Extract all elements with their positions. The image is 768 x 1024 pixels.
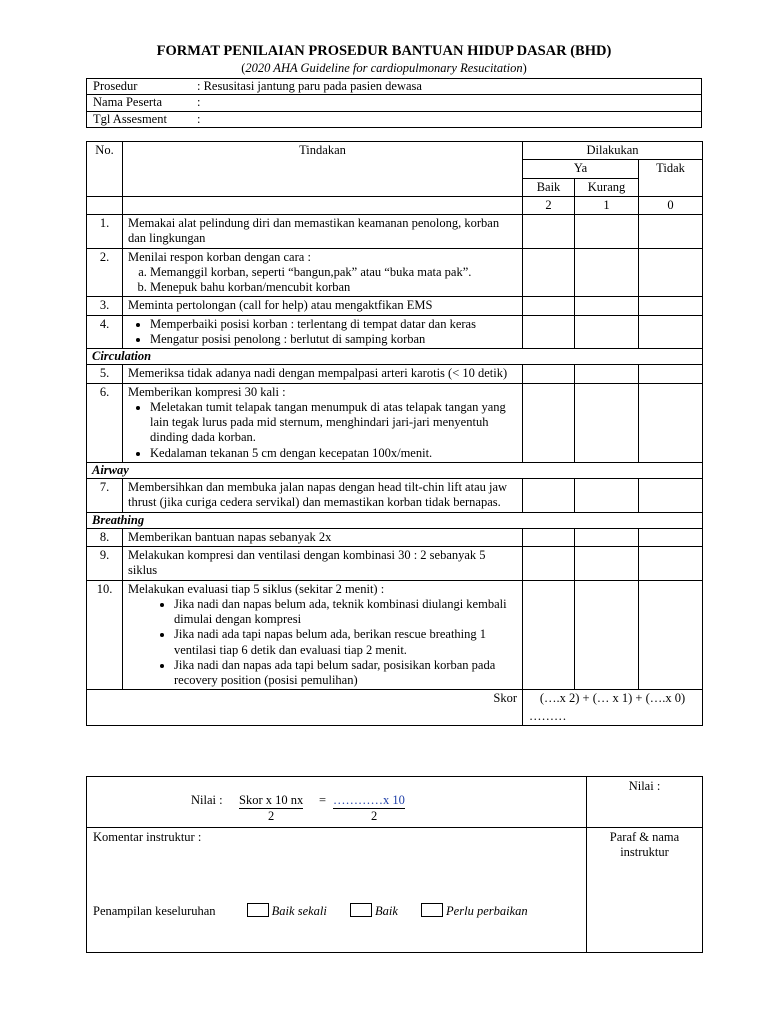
komentar-label: Komentar instruktur : (93, 830, 202, 844)
cell-kurang[interactable] (575, 248, 639, 297)
section-breathing: Breathing (87, 512, 703, 528)
list-item: a. Memanggil korban, seperti “bangun,pak” atau “buka mata pak”. (150, 265, 517, 280)
header-tidak: Tidak (639, 160, 703, 197)
list-item: • Jika nadi dan napas belum ada, teknik kombinasi diulangi kembali dimulai dengan kompresi (174, 597, 517, 628)
penampilan-row (93, 903, 580, 919)
cell-kurang[interactable] (575, 215, 639, 249)
cell-kurang[interactable] (575, 383, 639, 462)
nilai-formula: Nilai : Skor x 10 nx = …………x 10 2 2 (191, 793, 405, 823)
list-item: • Meletakan tumit telapak tangan menumpuk di atas telapak tangan yang lain tegak lurus pada mid sternum, menghindari jari-jari menyentuh dinding dada korban. (150, 400, 517, 446)
info-label: Tgl Assesment (93, 111, 167, 126)
checkbox-baik-sekali[interactable] (247, 903, 269, 917)
option-label: Baik (375, 904, 398, 919)
weight-kurang: 1 (575, 196, 639, 214)
info-row-tgl (87, 111, 702, 127)
checkbox-baik[interactable] (350, 903, 372, 917)
cell-kurang[interactable] (575, 580, 639, 690)
header-row (87, 142, 703, 160)
cell-baik[interactable] (523, 315, 575, 349)
table-row: 6. Memberikan kompresi 30 kali : • Meletakan tumit telapak tangan menumpuk di atas telapak tangan yang lain tegak lurus pada mid sternum, menghindari jari-jari menyentuh dinding dada korban. • Kedalaman tekanan 5 cm dengan kecepatan 100x/menit. (87, 383, 703, 462)
info-table (86, 78, 702, 128)
list-item: • Jika nadi dan napas ada tapi belum sadar, posisikan korban pada recovery position (posisi pemulihan) (174, 658, 517, 689)
cell-kurang[interactable] (575, 479, 639, 513)
table-row: 8. Memberikan bantuan napas sebanyak 2x (87, 528, 703, 546)
cell-baik[interactable] (523, 547, 575, 581)
cell-kurang[interactable] (575, 315, 639, 349)
formula-denominator-fill: 2 (371, 809, 378, 823)
cell-baik[interactable] (523, 215, 575, 249)
cell-tidak[interactable] (639, 479, 703, 513)
header-kurang: Kurang (575, 178, 639, 196)
komentar-row (87, 828, 703, 953)
cell-baik[interactable] (523, 580, 575, 690)
formula-numerator: Skor x 10 nx (239, 793, 303, 809)
action-text: Memberikan bantuan napas sebanyak 2x (123, 528, 523, 546)
cell-tidak[interactable] (639, 315, 703, 349)
cell-kurang[interactable] (575, 365, 639, 383)
formula-numerator-fill[interactable]: …………x 10 (333, 793, 405, 809)
info-label: Nama Peserta (93, 95, 163, 110)
list-item: • Kedalaman tekanan 5 cm dengan kecepatan 100x/menit. (150, 446, 517, 461)
list-item: • Jika nadi ada tapi napas belum ada, berikan rescue breathing 1 ventilasi tiap 6 detik dan evaluasi tiap 2 menit. (174, 627, 517, 658)
cell-baik[interactable] (523, 528, 575, 546)
action-text (123, 315, 523, 349)
formula-denominator: 2 (268, 809, 275, 823)
skor-total[interactable]: ……… (523, 708, 703, 726)
option-label: Perlu perbaikan (446, 904, 528, 919)
option-label: Baik sekali (271, 904, 327, 919)
section-circulation: Circulation (87, 349, 703, 365)
action-text: Melakukan kompresi dan ventilasi dengan kombinasi 30 : 2 sebanyak 5 siklus (123, 547, 523, 581)
weight-tidak: 0 (639, 196, 703, 214)
info-row-prosedur (87, 79, 702, 95)
cell-tidak[interactable] (639, 580, 703, 690)
table-row: 2. Menilai respon korban dengan cara : a. Memanggil korban, seperti “bangun,pak” atau “buka mata pak”. b. Menepuk bahu korban/mencubit korban (87, 248, 703, 297)
header-dilakukan: Dilakukan (523, 142, 703, 160)
weight-baik: 2 (523, 196, 575, 214)
info-value[interactable]: : (197, 95, 201, 110)
info-value[interactable]: : Resusitasi jantung paru pada pasien dewasa (197, 79, 422, 93)
table-row: 5. Memeriksa tidak adanya nadi dengan mempalpasi arteri karotis (< 10 detik) (87, 365, 703, 383)
checkbox-perlu-perbaikan[interactable] (421, 903, 443, 917)
info-value[interactable]: : (197, 111, 201, 126)
cell-baik[interactable] (523, 365, 575, 383)
cell-tidak[interactable] (639, 383, 703, 462)
table-row: 10. Melakukan evaluasi tiap 5 siklus (sekitar 2 menit) : • Jika nadi dan napas belum ada, teknik kombinasi diulangi kembali dimulai dengan kompresi • Jika nadi ada tapi napas belum ada, berikan rescue breathing 1 ventilasi tiap 6 detik dan evaluasi tiap 2 menit. • Jika nadi dan napas ada tapi belum sadar, posisikan korban pada recovery position (posisi pemulihan) (87, 580, 703, 690)
penampilan-label: Penampilan keseluruhan (93, 904, 216, 919)
cell-kurang[interactable] (575, 528, 639, 546)
cell-tidak[interactable] (639, 248, 703, 297)
header-no: No. (87, 142, 123, 197)
action-text: Meminta pertolongan (call for help) atau mengaktfikan EMS (123, 297, 523, 315)
cell-baik[interactable] (523, 297, 575, 315)
cell-kurang[interactable] (575, 547, 639, 581)
page-title: FORMAT PENILAIAN PROSEDUR BANTUAN HIDUP DASAR (BHD) (156, 43, 612, 59)
list-item: b. Menepuk bahu korban/mencubit korban (150, 280, 517, 295)
cell-tidak[interactable] (639, 547, 703, 581)
cell-tidak[interactable] (639, 528, 703, 546)
nilai-box[interactable]: Nilai : (587, 777, 703, 828)
table-row: 7. Membersihkan dan membuka jalan napas dengan head tilt-chin lift atau jaw thrust (jika curiga cedera servikal) dan memastikan korban tidak bernapas. (87, 479, 703, 513)
komentar-field[interactable] (87, 828, 587, 953)
table-row: 1. Memakai alat pelindung diri dan memastikan keamanan penolong, korban dan lingkungan (87, 215, 703, 249)
cell-tidak[interactable] (639, 365, 703, 383)
list-item: • Memperbaiki posisi korban : terlentang di tempat datar dan keras (150, 317, 517, 332)
table-row: 9. Melakukan kompresi dan ventilasi dengan kombinasi 30 : 2 sebanyak 5 siklus (87, 547, 703, 581)
cell-baik[interactable] (523, 248, 575, 297)
header-tindakan: Tindakan (123, 142, 523, 197)
assessment-table (86, 141, 703, 726)
page-subtitle: (2020 AHA Guideline for cardiopulmonary Resucitation) (241, 61, 527, 75)
evaluation-table (86, 776, 703, 953)
guideline-name: 2020 AHA Guideline for cardiopulmonary Resucitation (245, 61, 523, 75)
info-row-nama (87, 95, 702, 111)
action-text: Memeriksa tidak adanya nadi dengan mempalpasi arteri karotis (< 10 detik) (123, 365, 523, 383)
action-text: Melakukan evaluasi tiap 5 siklus (sekitar 2 menit) : • Jika nadi dan napas belum ada, teknik kombinasi diulangi kembali dimulai dengan kompresi • Jika nadi ada tapi napas belum ada, berikan rescue breathing 1 ventilasi tiap 6 detik dan evaluasi tiap 2 menit. • Jika nadi dan napas ada tapi belum sadar, posisikan korban pada recovery position (posisi pemulihan) (123, 580, 523, 690)
info-label: Prosedur (93, 79, 138, 93)
header-ya: Ya (523, 160, 639, 178)
section-airway: Airway (87, 462, 703, 478)
skor-label: Skor (87, 690, 523, 726)
nilai-row (87, 777, 703, 828)
action-text: Menilai respon korban dengan cara : a. Memanggil korban, seperti “bangun,pak” atau “buka mata pak”. b. Menepuk bahu korban/mencubit korban (123, 248, 523, 297)
action-text: Memakai alat pelindung diri dan memastikan keamanan penolong, korban dan lingkungan (123, 215, 523, 249)
cell-tidak[interactable] (639, 215, 703, 249)
skor-row (87, 690, 703, 708)
paraf-box[interactable]: Paraf & nama instruktur (587, 828, 703, 953)
list-item: • Mengatur posisi penolong : berlutut di samping korban (150, 332, 517, 347)
table-row: 3. Meminta pertolongan (call for help) atau mengaktfikan EMS (87, 297, 703, 315)
skor-formula[interactable]: (….x 2) + (… x 1) + (….x 0) (523, 690, 703, 708)
cell-baik[interactable] (523, 383, 575, 462)
header-baik: Baik (523, 178, 575, 196)
cell-tidak[interactable] (639, 297, 703, 315)
cell-baik[interactable] (523, 479, 575, 513)
table-row: 4. • Memperbaiki posisi korban : terlentang di tempat datar dan keras • Mengatur posisi penolong : berlutut di samping korban (87, 315, 703, 349)
action-text: Memberikan kompresi 30 kali : • Meletakan tumit telapak tangan menumpuk di atas telapak tangan yang lain tegak lurus pada mid sternum, menghindari jari-jari menyentuh dinding dada korban. • Kedalaman tekanan 5 cm dengan kecepatan 100x/menit. (123, 383, 523, 462)
action-text: Membersihkan dan membuka jalan napas dengan head tilt-chin lift atau jaw thrust (jika curiga cedera servikal) dan memastikan korban tidak bernapas. (123, 479, 523, 513)
score-weights-row (87, 196, 703, 214)
cell-kurang[interactable] (575, 297, 639, 315)
